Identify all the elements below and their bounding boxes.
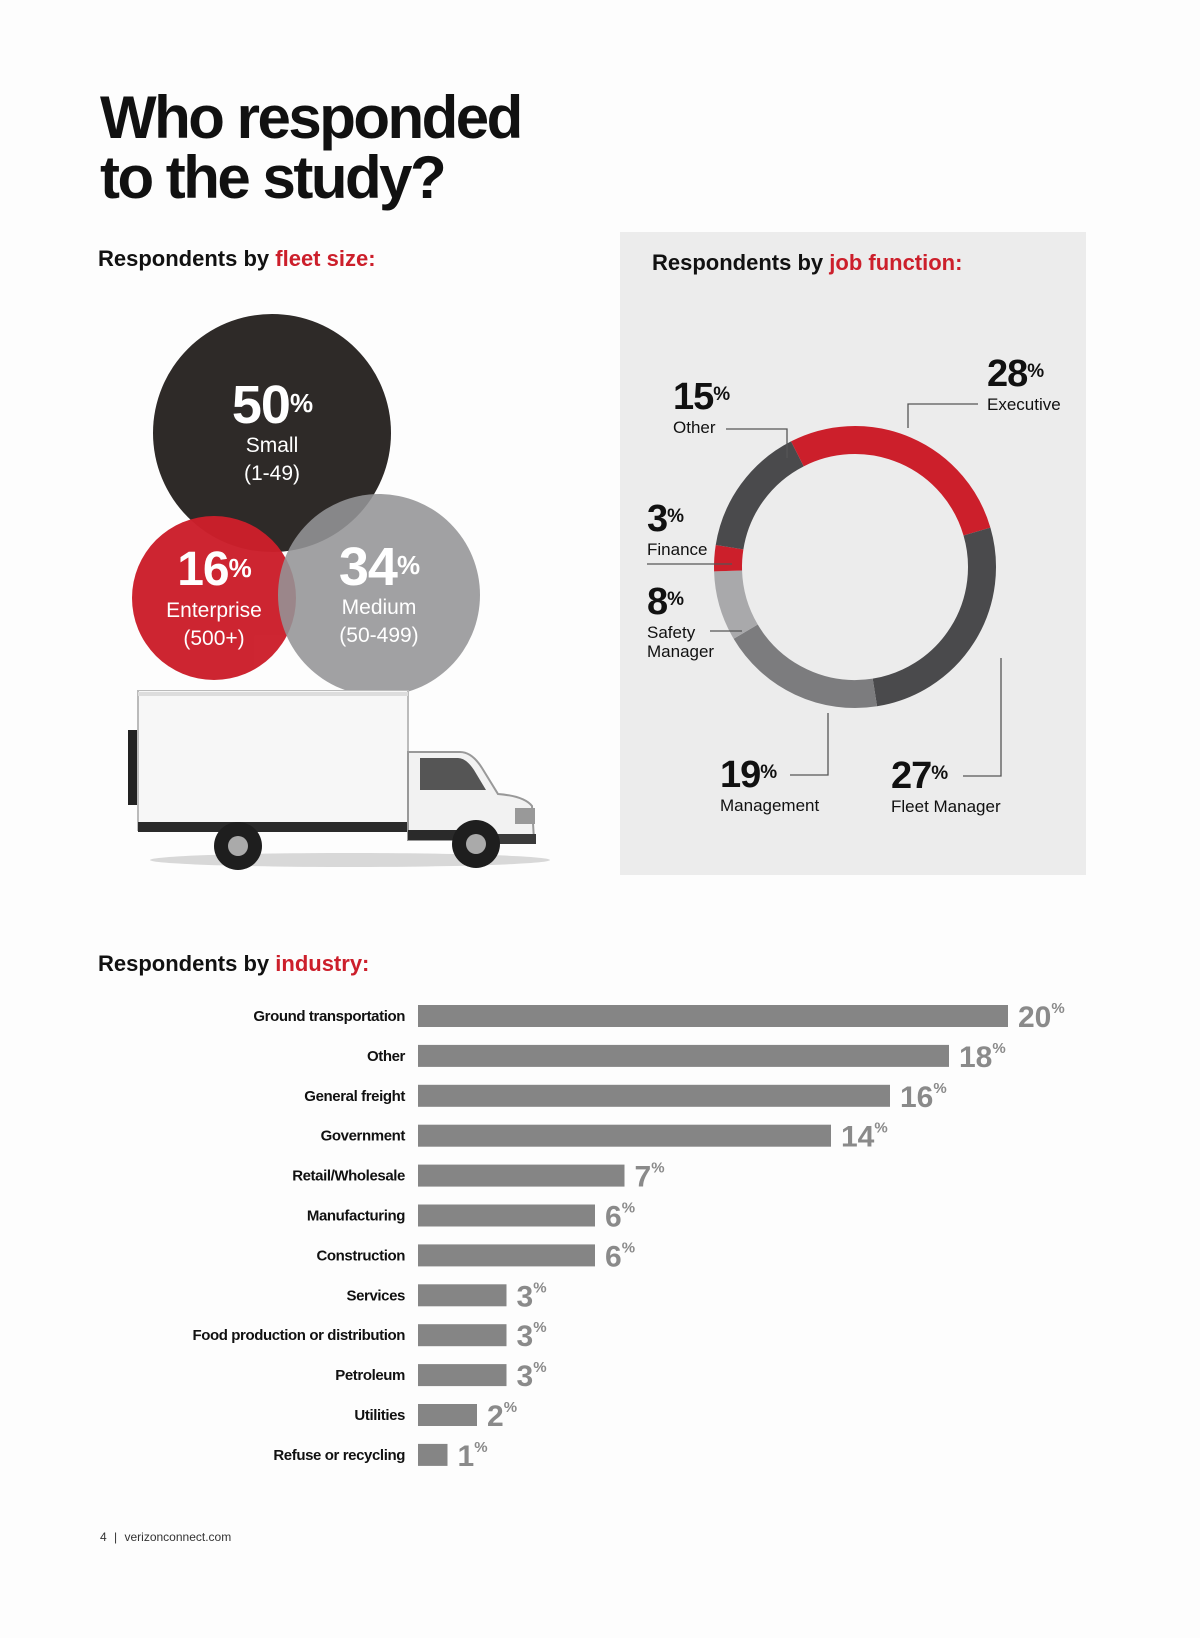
page-title [100,84,521,211]
job-executive-label: Executive [987,395,1061,414]
bar-value-services: 3% [516,1279,547,1314]
job-safety-value: 8% [647,581,684,623]
job-fleet-manager-label: Fleet Manager [891,797,1001,816]
bar-value-ground-transportation: 20% [1018,1000,1065,1034]
bar-label-manufacturing: Manufacturing [306,1207,405,1225]
job-executive-value: 28% [987,353,1044,395]
footer-separator: | [114,1530,118,1544]
bar-ground-transportation [418,1005,1008,1027]
fleet-medium-label: Medium [341,596,417,619]
bar-value-other: 18% [959,1039,1006,1074]
donut-segment-other [730,454,798,547]
page-title-line-2: to the study? [100,144,445,211]
job-heading-prefix: Respondents by [652,250,824,275]
bar-value-government: 14% [841,1119,888,1154]
job-management-label: Management [720,796,820,815]
job-label-fleet-manager [891,757,1001,816]
box-truck-image [120,690,550,880]
donut-segments [728,440,982,694]
bar-value-retail-wholesale: 7% [634,1159,665,1194]
bar-value-food-production-or-distribution: 3% [516,1319,547,1354]
bar-value-manufacturing: 6% [605,1199,636,1234]
job-label-finance [647,500,707,559]
fleet-small-range: (1-49) [243,462,301,485]
bar-services [418,1284,507,1306]
bar-value-utilities: 2% [487,1399,518,1433]
fleet-small-value: 50% [231,375,313,435]
fleet-medium-value: 34% [338,537,420,597]
donut-segment-finance [728,547,730,571]
bar-label-ground-transportation: Ground transportation [253,1008,405,1025]
job-other-label: Other [673,418,716,437]
bar-government [418,1125,831,1147]
bar-label-retail-wholesale: Retail/Wholesale [292,1167,405,1185]
bar-value-petroleum: 3% [516,1359,547,1394]
bar-construction [418,1244,595,1266]
bar-refuse-or-recycling [418,1444,448,1466]
bar-label-other: Other [366,1047,405,1065]
industry-bar-chart [0,995,1200,1495]
job-fleet-manager-value: 27% [891,755,948,797]
bar-label-construction: Construction [316,1247,405,1265]
industry-heading-highlight: industry: [275,951,370,976]
bar-label-government: Government [320,1127,405,1145]
job-label-other [673,378,729,437]
bar-label-petroleum: Petroleum [335,1367,405,1385]
fleet-heading-prefix: Respondents by [98,246,270,271]
bar-retail-wholesale [418,1165,625,1187]
fleet-bubble-medium [278,494,480,696]
job-safety-label: Safety Manager [647,623,715,661]
footer [100,1530,231,1544]
industry-heading-prefix: Respondents by [98,951,270,976]
job-label-management [720,756,819,815]
job-heading-highlight: job function: [829,250,963,275]
bar-manufacturing [418,1205,595,1227]
bar-label-services: Services [346,1287,405,1305]
bar-general-freight [418,1085,890,1107]
bar-other [418,1045,949,1067]
fleet-enterprise-value: 16% [177,543,251,596]
bar-label-refuse-or-recycling: Refuse or recycling [273,1446,405,1464]
job-other-value: 15% [673,376,730,418]
fleet-bubble-enterprise [132,516,296,680]
bar-food-production-or-distribution [418,1324,507,1346]
job-finance-label: Finance [647,540,708,559]
job-label-executive [987,355,1061,414]
industry-bars [192,1000,1064,1473]
industry-heading [98,951,369,977]
page-title-line-1: Who responded [100,84,521,151]
fleet-enterprise-label: Enterprise [166,599,262,622]
job-label-safety-manager [647,583,737,661]
fleet-size-venn [130,310,490,700]
fleet-enterprise-range: (500+) [183,627,245,650]
bar-label-general-freight: General freight [304,1087,405,1105]
bar-label-utilities: Utilities [354,1407,405,1424]
job-management-value: 19% [720,754,777,796]
fleet-size-heading [98,246,376,272]
fleet-medium-range: (50-499) [339,624,419,647]
bar-value-general-freight: 16% [900,1079,947,1114]
donut-segment-management [746,632,875,694]
footer-website[interactable]: verizonconnect.com [124,1530,232,1544]
bar-value-refuse-or-recycling: 1% [457,1438,488,1473]
fleet-heading-highlight: fleet size: [275,246,376,271]
donut-segment-executive [797,440,977,532]
bar-petroleum [418,1364,507,1386]
bar-value-construction: 6% [605,1239,636,1274]
job-finance-value: 3% [647,498,684,540]
donut-segment-fleet-manager [875,532,982,693]
bar-label-food-production-or-distribution: Food production or distribution [192,1327,405,1345]
bar-utilities [418,1404,477,1426]
footer-page-number: 4 [100,1530,107,1544]
fleet-small-label: Small [245,434,299,457]
